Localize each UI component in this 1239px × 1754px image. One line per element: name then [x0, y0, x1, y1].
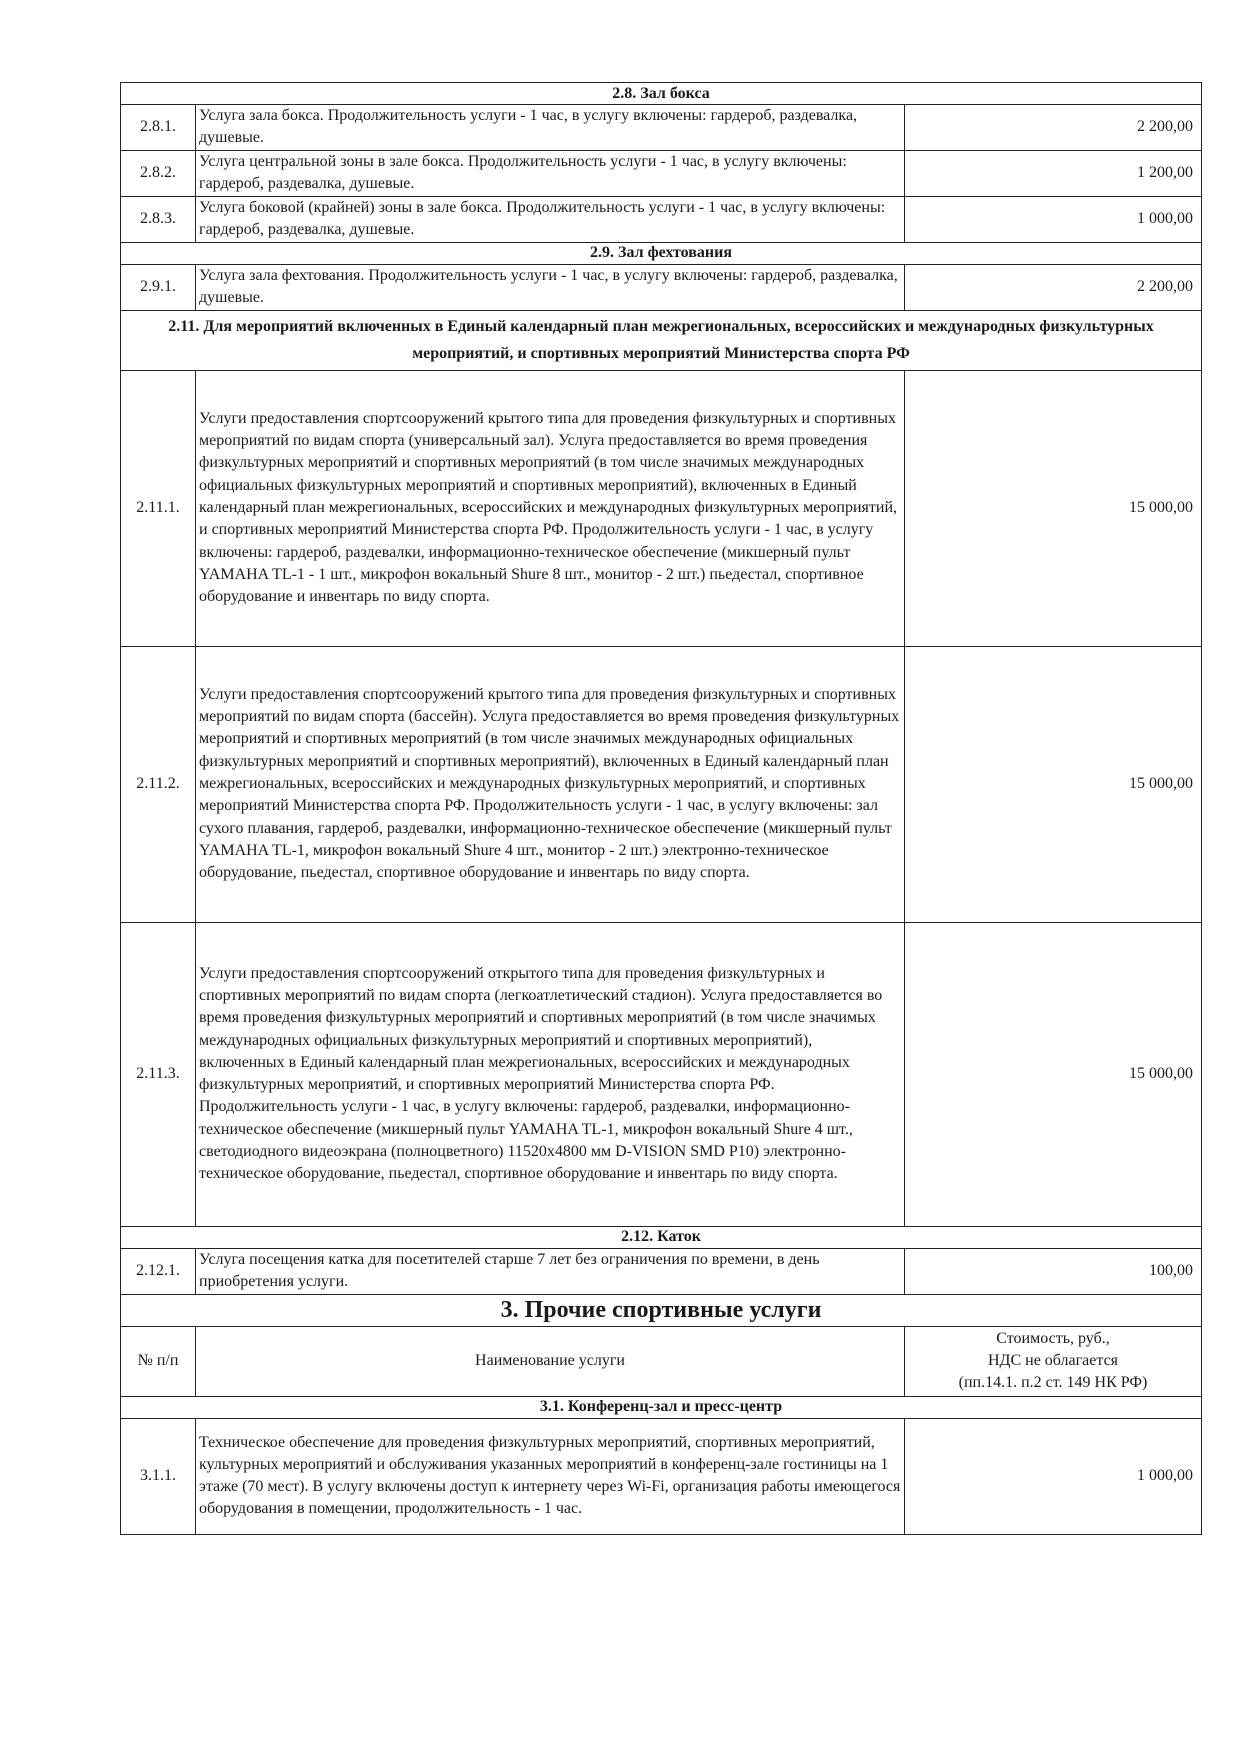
row-number: 3.1.1. — [121, 1418, 196, 1534]
table-row — [121, 196, 1202, 242]
section-row — [121, 1396, 1202, 1418]
column-header-name: Наименование услуги — [196, 1326, 905, 1396]
part-header-row — [121, 1294, 1202, 1326]
row-number: 2.11.1. — [121, 370, 196, 646]
section-title-2-11: 2.11. Для мероприятий включенных в Единый календарный план межрегиональных, всероссийских и международных физкультурных мероприятий, и спортивных мероприятий Министерства спорта РФ — [121, 310, 1202, 370]
row-number: 2.8.3. — [121, 196, 196, 242]
column-header-number: № п/п — [121, 1326, 196, 1396]
section-title-2-8: 2.8. Зал бокса — [121, 83, 1202, 105]
row-number: 2.9.1. — [121, 264, 196, 310]
service-name: Услуга боковой (крайней) зоны в зале бокса. Продолжительность услуги - 1 час, в услугу включены: гардероб, раздевалка, душевые. — [196, 196, 905, 242]
service-price: 100,00 — [905, 1248, 1202, 1294]
service-price: 1 200,00 — [905, 150, 1202, 196]
section-title-2-9: 2.9. Зал фехтования — [121, 242, 1202, 264]
service-price: 15 000,00 — [905, 646, 1202, 922]
service-name: Услуги предоставления спортсооружений крытого типа для проведения физкультурных и спортивных мероприятий по видам спорта (универсальный зал). Услуга предоставляется во время проведения физкультурных мероприятий и спортивных мероприятий (в том числе значимых международных официальных физкультурных мероприятий и спортивных мероприятий), включенных в Единый календарный план межрегиональных, всероссийских и международных физкультурных мероприятий, и спортивных мероприятий Министерства спорта РФ. Продолжительность услуги - 1 час, в услугу включены: гардероб, раздевалки, информационно-техническое обеспечение (микшерный пульт YAMAHA TL-1 - 1 шт., микрофон вокальный Shure 8 шт., монитор - 2 шт.) пьедестал, спортивное оборудование и инвентарь по виду спорта. — [196, 370, 905, 646]
row-number: 2.11.2. — [121, 646, 196, 922]
service-name: Услуги предоставления спортсооружений открытого типа для проведения физкультурных и спортивных мероприятий по видам спорта (легкоатлетический стадион). Услуга предоставляется во время проведения физкультурных мероприятий и спортивных мероприятий (в том числе значимых международных официальных физкультурных мероприятий и спортивных мероприятий), включенных в Единый календарный план межрегиональных, всероссийских и международных физкультурных мероприятий, и спортивных мероприятий Министерства спорта РФ. Продолжительность услуги - 1 час, в услугу включены: гардероб, раздевалки, информационно-техническое обеспечение (микшерный пульт YAMAHA TL-1, микрофон вокальный Shure 4 шт., светодиодного видеоэкрана (полноцветного) 11520х4800 мм D-VISION SMD P10) электронно-техническое оборудование, пьедестал, спортивное оборудование и инвентарь по виду спорта. — [196, 922, 905, 1226]
table-row — [121, 264, 1202, 310]
service-price: 2 200,00 — [905, 264, 1202, 310]
section-title-3-1: 3.1. Конференц-зал и пресс-центр — [121, 1396, 1202, 1418]
service-price: 1 000,00 — [905, 1418, 1202, 1534]
service-name: Услуга посещения катка для посетителей старше 7 лет без ограничения по времени, в день приобретения услуги. — [196, 1248, 905, 1294]
price-header-line-3: (пп.14.1. п.2 ст. 149 НК РФ) — [958, 1374, 1148, 1392]
table-row — [121, 105, 1202, 151]
section-row — [121, 310, 1202, 370]
service-price: 2 200,00 — [905, 105, 1202, 151]
row-number: 2.11.3. — [121, 922, 196, 1226]
service-price: 15 000,00 — [905, 922, 1202, 1226]
section-title-2-12: 2.12. Каток — [121, 1226, 1202, 1248]
row-number: 2.8.2. — [121, 150, 196, 196]
column-header-row — [121, 1326, 1202, 1396]
service-name: Техническое обеспечение для проведения физкультурных мероприятий, спортивных мероприятий, культурных мероприятий и обслуживания указанных мероприятий в конференц-зале гостиницы на 1 этаже (70 мест). В услугу включены доступ к интернету через Wi-Fi, организация работы имеющегося оборудования в помещении, продолжительность - 1 час. — [196, 1418, 905, 1534]
table-row — [121, 646, 1202, 922]
service-name: Услуга центральной зоны в зале бокса. Продолжительность услуги - 1 час, в услугу включены: гардероб, раздевалка, душевые. — [196, 150, 905, 196]
section-row — [121, 83, 1202, 105]
row-number: 2.12.1. — [121, 1248, 196, 1294]
table-row — [121, 150, 1202, 196]
section-row — [121, 242, 1202, 264]
service-price: 1 000,00 — [905, 196, 1202, 242]
price-table — [120, 82, 1202, 1535]
price-header-line-2: НДС не облагается — [987, 1352, 1119, 1370]
service-name: Услуга зала фехтования. Продолжительность услуги - 1 час, в услугу включены: гардероб, раздевалка, душевые. — [196, 264, 905, 310]
column-header-price — [905, 1326, 1202, 1396]
table-row — [121, 1418, 1202, 1534]
section-row — [121, 1226, 1202, 1248]
price-header-line-1: Стоимость, руб., — [996, 1330, 1110, 1348]
table-row — [121, 922, 1202, 1226]
table-row — [121, 370, 1202, 646]
row-number: 2.8.1. — [121, 105, 196, 151]
service-name: Услуга зала бокса. Продолжительность услуги - 1 час, в услугу включены: гардероб, раздевалка, душевые. — [196, 105, 905, 151]
service-name: Услуги предоставления спортсооружений крытого типа для проведения физкультурных и спортивных мероприятий по видам спорта (бассейн). Услуга предоставляется во время проведения физкультурных мероприятий и спортивных мероприятий (в том числе значимых международных официальных физкультурных мероприятий и спортивных мероприятий), включенных в Единый календарный план межрегиональных, всероссийских и международных физкультурных мероприятий, и спортивных мероприятий Министерства спорта РФ. Продолжительность услуги - 1 час, в услугу включены: зал сухого плавания, гардероб, раздевалки, информационно-техническое обеспечение (микшерный пульт YAMAHA TL-1, микрофон вокальный Shure 4 шт., монитор - 2 шт.) электронно-техническое оборудование, пьедестал, спортивное оборудование и инвентарь по виду спорта. — [196, 646, 905, 922]
table-row — [121, 1248, 1202, 1294]
service-price: 15 000,00 — [905, 370, 1202, 646]
part-3-title: 3. Прочие спортивные услуги — [121, 1294, 1202, 1326]
